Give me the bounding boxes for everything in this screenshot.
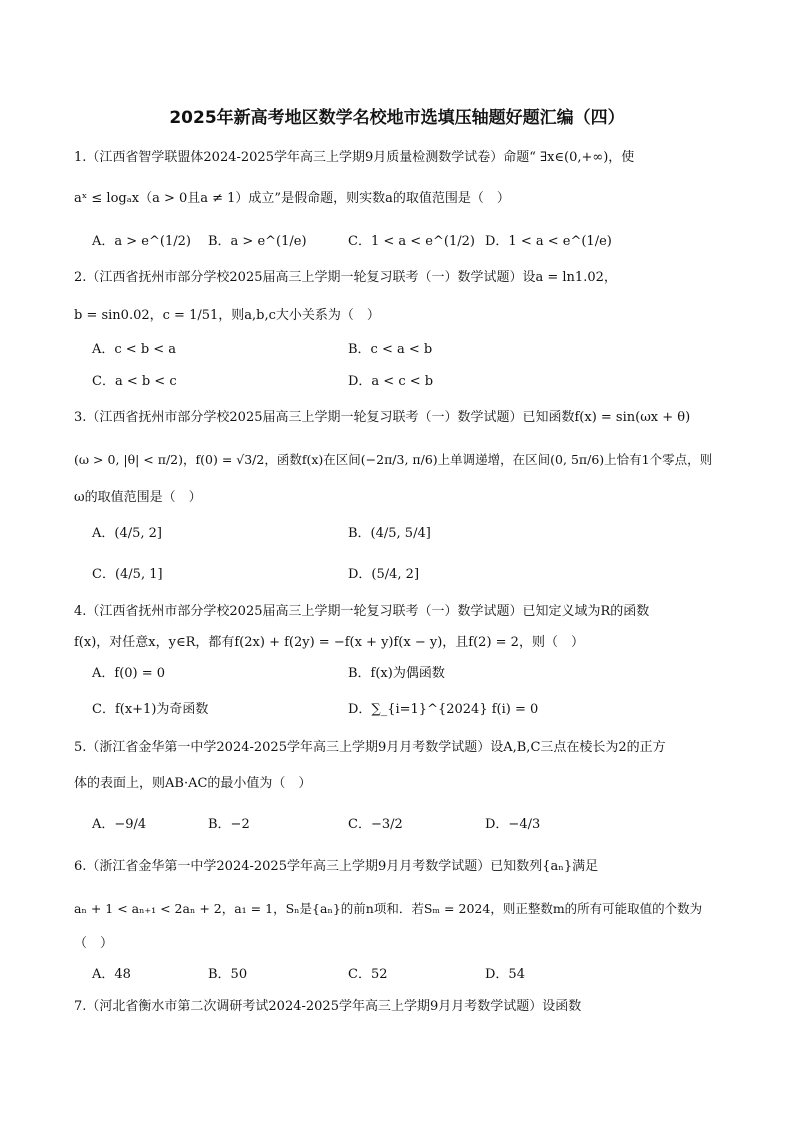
q6-line3: （ ） xyxy=(74,936,114,951)
q5-option-a: A．−9/4 xyxy=(92,817,147,832)
q3-option-c: C．(4/5, 1] xyxy=(92,567,163,582)
q2-option-d: D．a < c < b xyxy=(348,374,434,389)
q1-option-d: D．1 < a < e^(1/e) xyxy=(485,234,612,249)
q1-line2: aˣ ≤ logₐx（a > 0且a ≠ 1）成立”是假命题，则实数a的取值范围是（ ） xyxy=(74,191,510,206)
q6-line1: 6.（浙江省金华第一中学2024-2025学年高三上学期9月月考数学试题）已知数列{aₙ}满足 xyxy=(74,859,599,874)
q5-line2: 体的表面上，则AB·AC的最小值为（ ） xyxy=(74,776,312,791)
q4-option-a: A．f(0) = 0 xyxy=(92,666,166,681)
q1-option-a: A．a > e^(1/2) xyxy=(92,234,191,249)
q3-option-b: B．(4/5, 5/4] xyxy=(348,526,431,541)
q3-option-a: A．(4/5, 2] xyxy=(92,526,162,541)
q4-option-b: B．f(x)为偶函数 xyxy=(348,666,445,681)
q2-line2: b = sin0.02，c = 1/51，则a,b,c大小关系为（ ） xyxy=(74,308,380,323)
q3-line3: ω的取值范围是（ ） xyxy=(74,490,202,505)
q6-option-d: D．54 xyxy=(485,967,525,982)
q1-option-b: B．a > e^(1/e) xyxy=(208,234,307,249)
q2-option-b: B．c < a < b xyxy=(348,342,433,357)
document-title: 2025年新高考地区数学名校地市选填压轴题好题汇编（四） xyxy=(169,108,625,128)
q5-option-c: C．−3/2 xyxy=(348,817,403,832)
q6-line2: aₙ + 1 < aₙ₊₁ < 2aₙ + 2，a₁ = 1，Sₙ是{aₙ}的前n项和．若Sₘ = 2024，则正整数m的所有可能取值的个数为 xyxy=(74,901,703,916)
q3-line1: 3.（江西省抚州市部分学校2025届高三上学期一轮复习联考（一）数学试题）已知函数f(x) = sin(ωx + θ) xyxy=(74,410,691,425)
q5-option-b: B．−2 xyxy=(208,817,250,832)
q2-option-a: A．c < b < a xyxy=(92,342,177,357)
q6-option-c: C．52 xyxy=(348,967,388,982)
q3-line2: (ω > 0, |θ| < π/2)，f(0) = √3/2，函数f(x)在区间(−2π/3, π/6)上单调递增，在区间(0, 5π/6)上恰有1个零点，则 xyxy=(74,452,713,467)
q2-line1: 2.（江西省抚州市部分学校2025届高三上学期一轮复习联考（一）数学试题）设a = ln1.02， xyxy=(74,270,617,285)
q1-option-c: C．1 < a < e^(1/2) xyxy=(348,234,475,249)
q4-option-c: C．f(x+1)为奇函数 xyxy=(92,702,209,717)
q4-line1: 4.（江西省抚州市部分学校2025届高三上学期一轮复习联考（一）数学试题）已知定义域为R的函数 xyxy=(74,604,650,619)
q3-option-d: D．(5/4, 2] xyxy=(348,567,420,582)
q1-line1: 1.（江西省智学联盟体2024-2025学年高三上学期9月质量检测数学试卷）命题“ ∃x∈(0,+∞)，使 xyxy=(74,150,635,165)
q2-option-c: C．a < b < c xyxy=(92,374,177,389)
q5-line1: 5.（浙江省金华第一中学2024-2025学年高三上学期9月月考数学试题）设A,B,C三点在棱长为2的正方 xyxy=(74,740,666,755)
q4-option-d: D．∑_{i=1}^{2024} f(i) = 0 xyxy=(348,702,539,717)
q6-option-b: B．50 xyxy=(208,967,248,982)
q6-option-a: A．48 xyxy=(92,967,131,982)
q7-line1: 7.（河北省衡水市第二次调研考试2024-2025学年高三上学期9月月考数学试题）设函数 xyxy=(74,999,582,1014)
q5-option-d: D．−4/3 xyxy=(485,817,541,832)
q4-line2: f(x)，对任意x，y∈R，都有f(2x) + f(2y) = −f(x + y)f(x − y)，且f(2) = 2，则（ ） xyxy=(74,635,584,650)
